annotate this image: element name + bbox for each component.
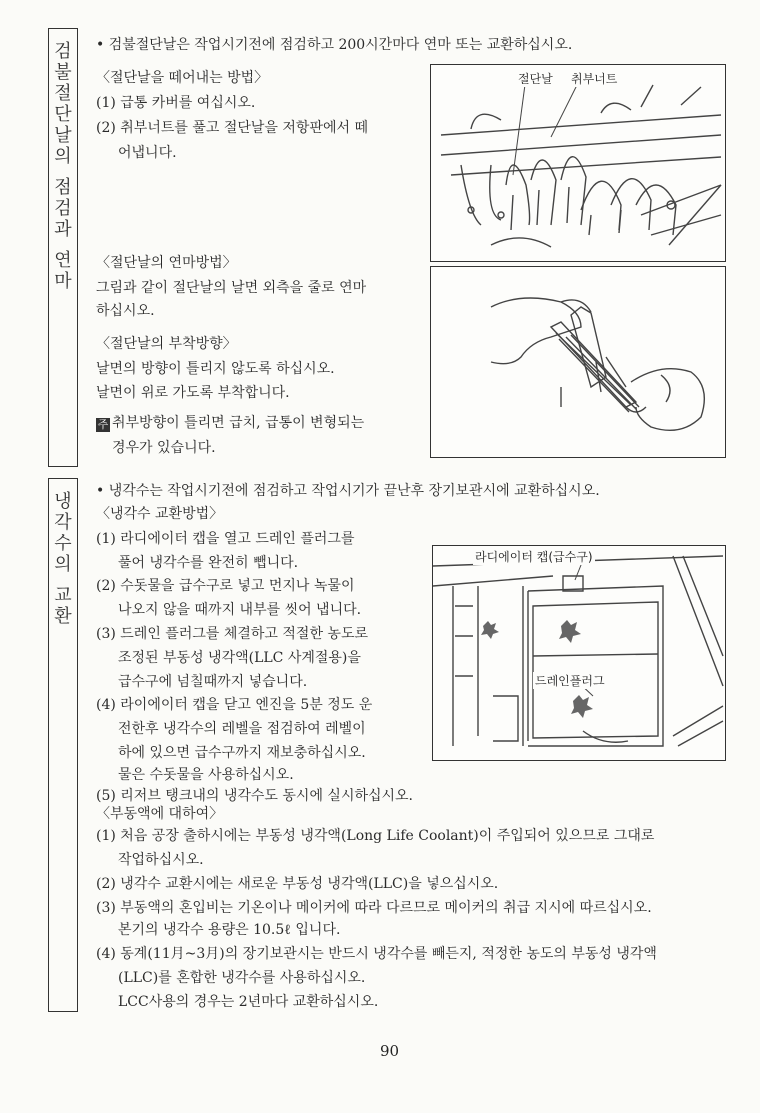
antifreeze-item-1-line1: (1) 처음 공장 출하시에는 부동성 냉각액(Long Life Coolant)이 주입되어 있으므로 그대로 bbox=[96, 828, 655, 844]
blade-filing-drawing bbox=[431, 267, 725, 457]
side-title-char: 검 bbox=[54, 198, 72, 219]
section2-side-title bbox=[48, 478, 78, 1012]
attach-text-line2: 날면이 위로 가도록 부착합니다. bbox=[96, 385, 290, 401]
grind-text-line2: 하십시오. bbox=[96, 303, 155, 319]
antifreeze-item-1-line2: 작업하십시오. bbox=[118, 852, 204, 868]
side-title-char: 환 bbox=[54, 606, 72, 627]
caution-icon: 주 bbox=[97, 418, 109, 431]
coolant-step-3-line2: 조정된 부동성 냉각액(LLC 사계절용)을 bbox=[118, 650, 361, 666]
side-title-char: 점 bbox=[54, 177, 72, 198]
attach-heading: 〈절단날의 부착방향〉 bbox=[96, 336, 237, 352]
caution-note-line2: 경우가 있습니다. bbox=[112, 440, 216, 456]
coolant-step-2-line2: 나오지 않을 때까지 내부를 씻어 냅니다. bbox=[118, 602, 362, 618]
grind-text-line1: 그림과 같이 절단날의 날면 외측을 줄로 연마 bbox=[96, 280, 367, 296]
coolant-step-3-line1: (3) 드레인 플러그를 체결하고 적절한 농도로 bbox=[96, 626, 368, 642]
side-title-char: 교 bbox=[54, 585, 72, 606]
blade-filing-illustration bbox=[430, 266, 726, 458]
cutter-blade-drawing bbox=[431, 65, 725, 261]
coolant-step-1-line1: (1) 라디에이터 캡을 열고 드레인 플러그를 bbox=[96, 531, 355, 547]
coolant-step-4-line2: 전한후 냉각수의 레벨을 점검하여 레벨이 bbox=[118, 721, 366, 737]
remove-step-1: (1) 급통 카버를 여십시오. bbox=[96, 95, 256, 111]
antifreeze-heading: 〈부동액에 대하여〉 bbox=[96, 806, 224, 822]
caution-note-text: 취부방향이 틀리면 급치, 급통이 변형되는 bbox=[112, 415, 365, 431]
antifreeze-item-3-line2: 본기의 냉각수 용량은 10.5ℓ 입니다. bbox=[118, 922, 341, 938]
section1-bullet: • 검불절단날은 작업시기전에 점검하고 200시간마다 연마 또는 교환하십시오. bbox=[96, 37, 573, 53]
drain-plug-label: 드레인플러그 bbox=[535, 674, 605, 688]
coolant-method-heading: 〈냉각수 교환방법〉 bbox=[96, 506, 224, 522]
side-title-char: 의 bbox=[54, 554, 72, 575]
antifreeze-item-4-line1: (4) 동계(11月~3月)의 장기보관시는 반드시 냉각수를 빼든지, 적정한 농도의 부동성 냉각액 bbox=[96, 946, 657, 962]
side-title-char: 과 bbox=[54, 219, 72, 240]
side-title-char: 불 bbox=[54, 62, 72, 83]
coolant-step-4-line4: 물은 수돗물을 사용하십시오. bbox=[118, 767, 294, 783]
side-title-char: 수 bbox=[54, 533, 72, 554]
coolant-step-2-line1: (2) 수돗물을 급수구로 넣고 먼지나 녹물이 bbox=[96, 578, 355, 594]
section2-bullet: • 냉각수는 작업시기전에 점검하고 작업시기가 끝난후 장기보관시에 교환하십시오. bbox=[96, 483, 600, 499]
antifreeze-item-3-line1: (3) 부동액의 혼입비는 기온이나 메이커에 따라 다르므로 메이커의 취급 지시에 따르십시오. bbox=[96, 900, 652, 916]
radiator-cap-label: 라디에이터 캡(급수구) bbox=[475, 550, 593, 564]
side-title-char: 단 bbox=[54, 104, 72, 125]
side-title-char: 절 bbox=[54, 83, 72, 104]
section2-side-title-text bbox=[54, 491, 71, 627]
caution-note-line1 bbox=[96, 412, 364, 432]
radiator-drawing bbox=[433, 546, 725, 760]
coolant-step-4-line1: (4) 라이에이터 캡을 닫고 엔진을 5분 정도 운 bbox=[96, 697, 373, 713]
remove-heading: 〈절단날을 떼어내는 방법〉 bbox=[96, 70, 269, 86]
side-title-char: 날 bbox=[54, 125, 72, 146]
coolant-step-5: (5) 리저브 탱크내의 냉각수도 동시에 실시하십시오. bbox=[96, 788, 414, 804]
side-title-char: 의 bbox=[54, 146, 72, 167]
attach-text-line1: 날면의 방향이 틀리지 않도록 하십시오. bbox=[96, 361, 335, 377]
mounting-nut-label: 취부너트 bbox=[571, 72, 618, 86]
coolant-step-1-line2: 풀어 냉각수를 완전히 뺍니다. bbox=[118, 555, 299, 571]
side-title-char: 냉 bbox=[54, 491, 72, 512]
page-number: 90 bbox=[380, 1042, 400, 1060]
side-title-char: 연 bbox=[54, 250, 72, 271]
cutter-blade-illustration bbox=[430, 64, 726, 262]
coolant-step-4-line3: 하에 있으면 급수구까지 재보충하십시오. bbox=[118, 745, 366, 761]
side-title-char: 검 bbox=[54, 41, 72, 62]
radiator-illustration bbox=[432, 545, 726, 761]
remove-step-2-line1: (2) 취부너트를 풀고 절단날을 저항판에서 떼 bbox=[96, 120, 368, 136]
section1-side-title bbox=[48, 28, 78, 467]
antifreeze-item-4-line2: (LLC)를 혼합한 냉각수를 사용하십시오. bbox=[118, 970, 366, 986]
blade-label: 절단날 bbox=[518, 72, 553, 86]
antifreeze-item-2: (2) 냉각수 교환시에는 새로운 부동성 냉각액(LLC)을 넣으십시오. bbox=[96, 876, 499, 892]
coolant-step-3-line3: 급수구에 넘칠때까지 넣습니다. bbox=[118, 674, 308, 690]
remove-step-2-line2: 어냅니다. bbox=[118, 145, 177, 161]
side-title-char: 각 bbox=[54, 512, 72, 533]
side-title-char: 마 bbox=[54, 271, 72, 292]
section1-side-title-text bbox=[54, 41, 71, 292]
antifreeze-item-4-line3: LCC사용의 경우는 2년마다 교환하십시오. bbox=[118, 994, 379, 1010]
grind-heading: 〈절단날의 연마방법〉 bbox=[96, 255, 237, 271]
